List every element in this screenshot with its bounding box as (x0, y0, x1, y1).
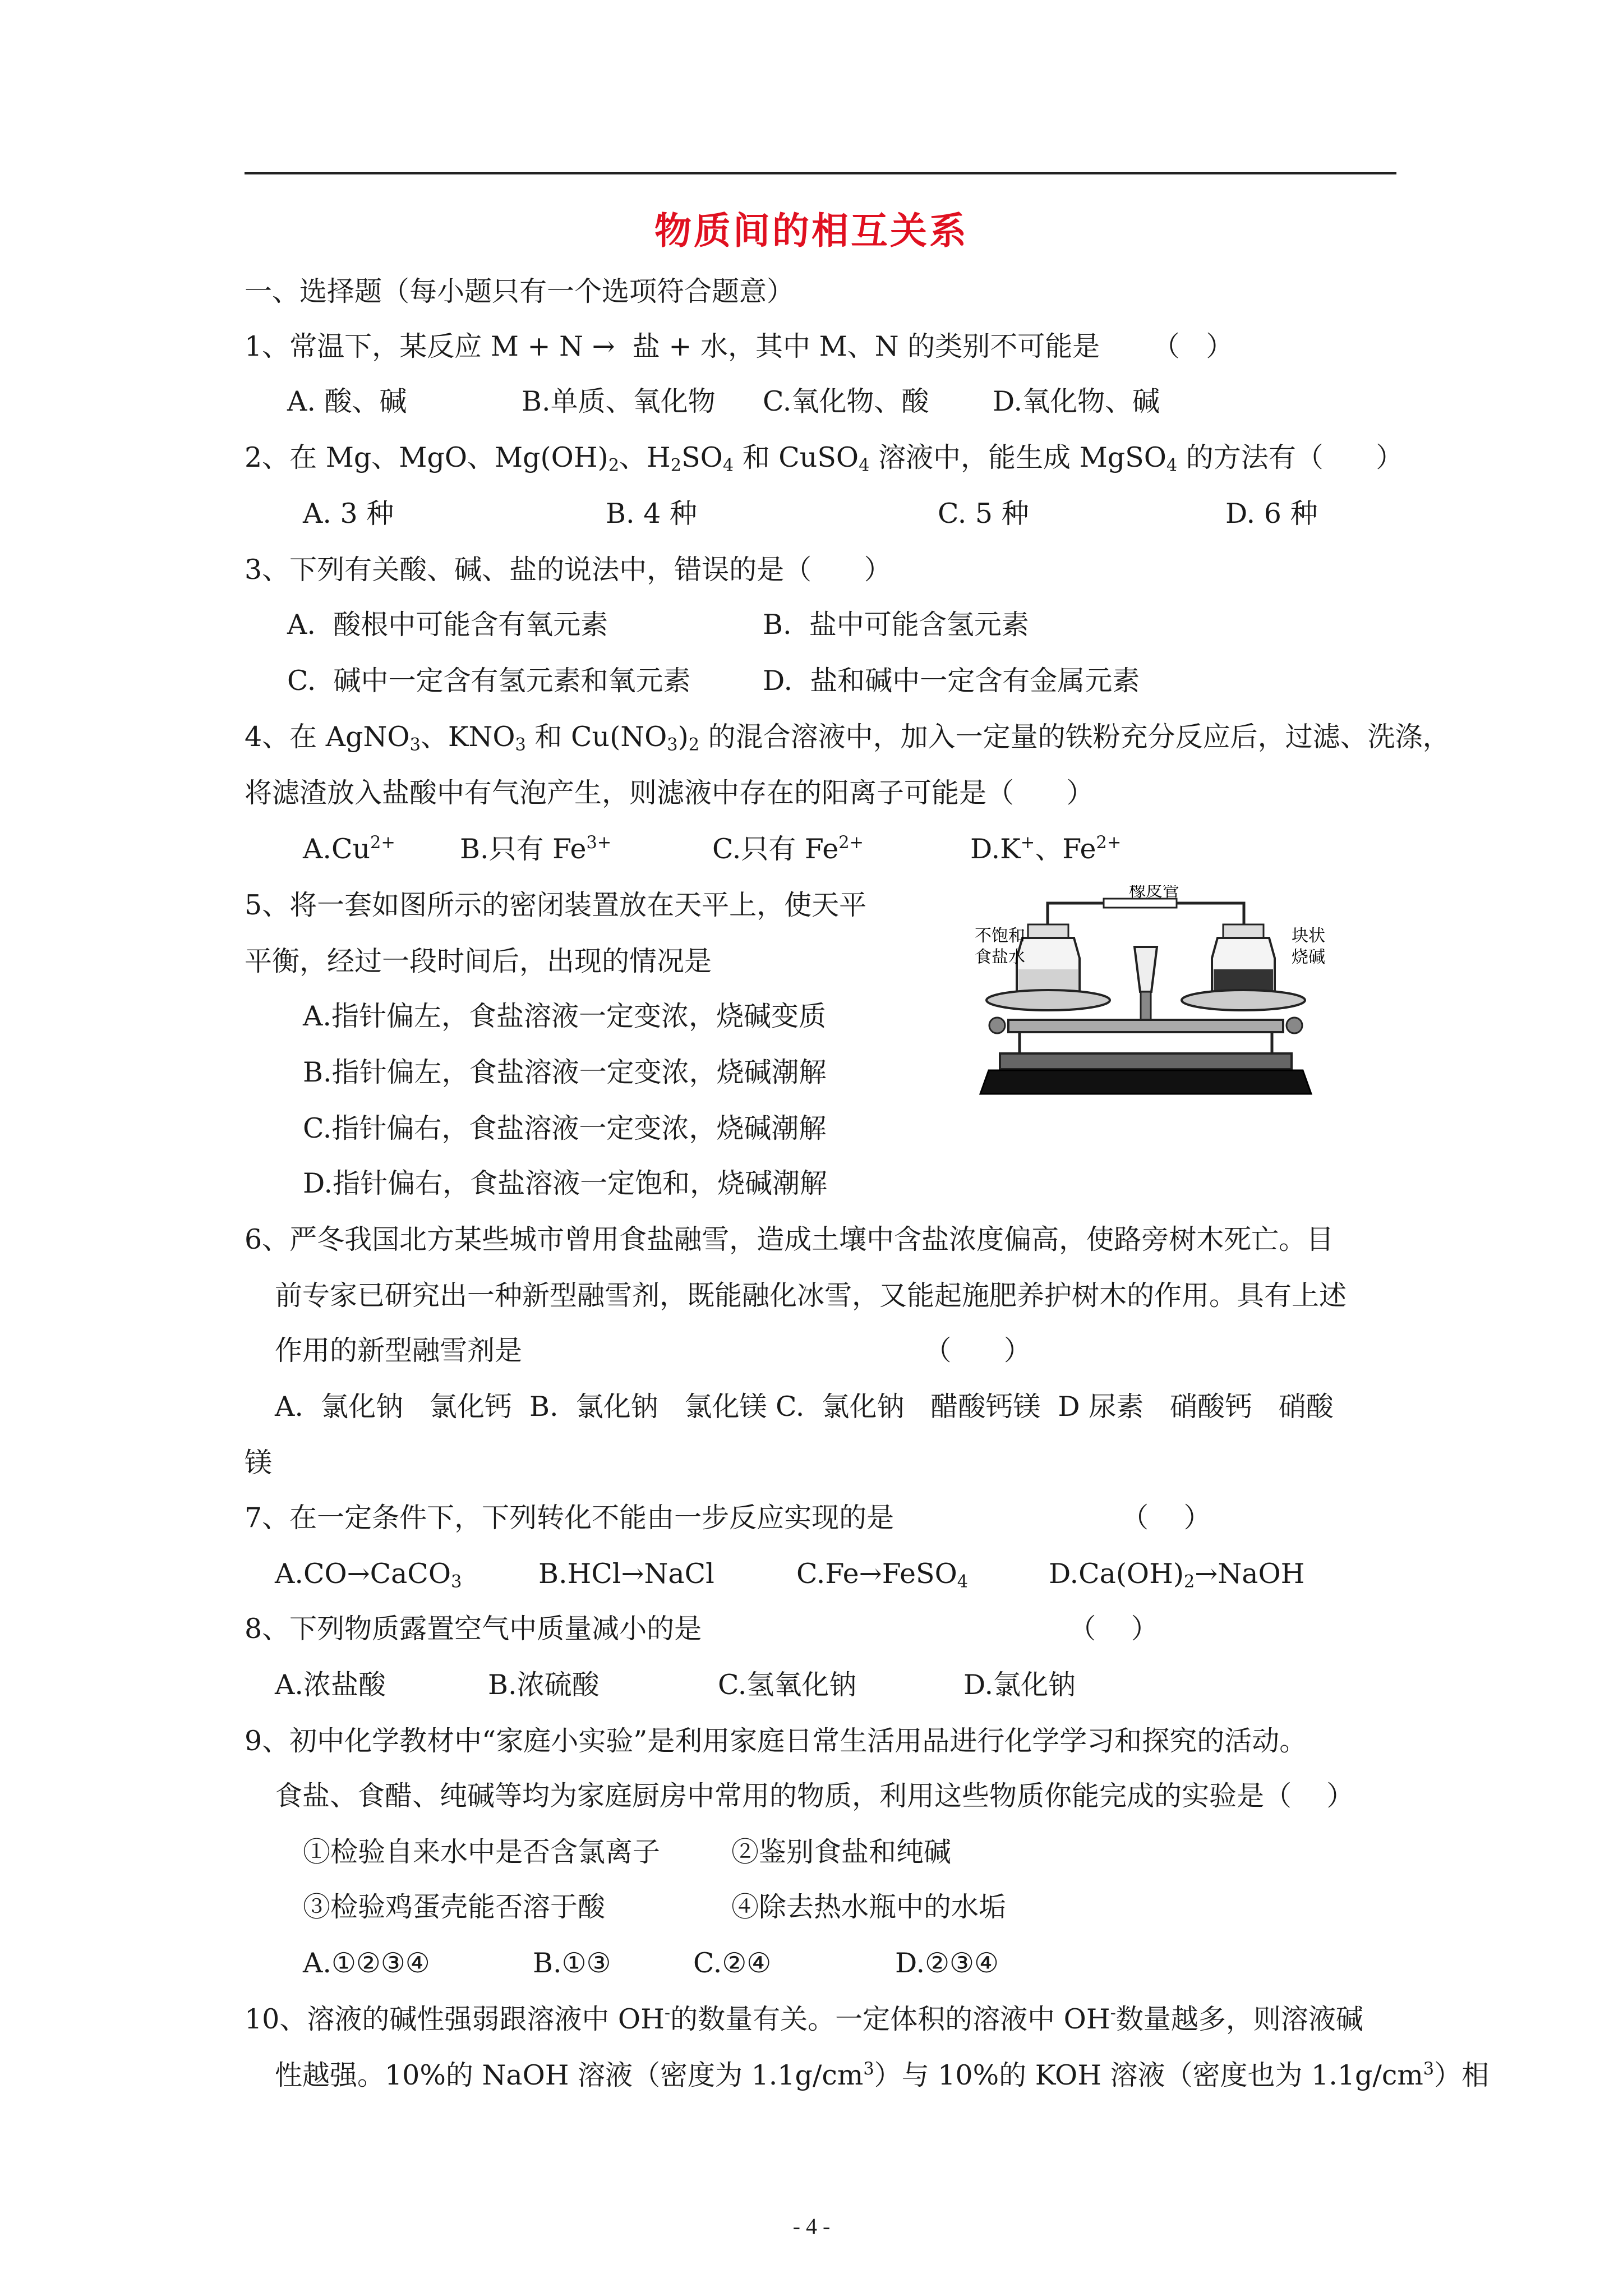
q10-line1: 10、溶液的碱性强弱跟溶液中 OH-的数量有关。一定体积的溶液中 OH-数量越多，则溶液碱 (245, 2003, 1363, 2035)
q6-line2: 前专家已研究出一种新型融雪剂，既能融化冰雪，又能起施肥养护树木的作用。具有上述 (275, 1280, 1347, 1312)
q2-option-a: A. 3 种 (303, 498, 394, 530)
q8-stem: 8、下列物质露置空气中质量减小的是 （ ） (245, 1613, 1159, 1645)
q2-option-d: D. 6 种 (1225, 498, 1318, 530)
balance-apparatus-figure (975, 885, 1350, 1099)
q7-option-c: C.Fe→FeSO$_4$ (796, 1558, 969, 1592)
q5-option-c: C.指针偏右，食盐溶液一定变浓，烧碱潮解 (303, 1112, 827, 1144)
q5-option-a: A.指针偏左，食盐溶液一定变浓，烧碱变质 (303, 1000, 826, 1032)
q4-option-d: D.K+、$Fe^{2+}$ (970, 832, 1122, 865)
q8-option-c: C.氢氧化钠 (718, 1669, 857, 1701)
section-heading: 一、选择题（每小题只有一个选项符合题意） (245, 275, 795, 307)
header-rule (245, 172, 1396, 174)
q1-option-d: D.氧化物、碱 (993, 385, 1160, 417)
q7-stem: 7、在一定条件下，下列转化不能由一步反应实现的是 （ ） (245, 1502, 1211, 1534)
fig-label-left-1: 不饱和 (975, 926, 1025, 946)
q5-stem-line2: 平衡，经过一段时间后，出现的情况是 (245, 945, 712, 977)
q1-stem: 1、常温下，某反应 M + N → 盐 + 水，其中 M、N 的类别不可能是 （ ） (245, 330, 1234, 362)
q7-option-d: $D.Ca(OH)_2\to NaOH$ (1049, 1558, 1305, 1592)
q9-item-2: ②鉴别食盐和纯碱 (731, 1836, 952, 1868)
balance-apparatus-drawing (975, 885, 1350, 1099)
q2-option-b: B. 4 种 (606, 498, 697, 530)
q6-line3: 作用的新型融雪剂是 （ ） (275, 1335, 1031, 1366)
page-number: - 4 - (792, 2214, 831, 2239)
q5-stem-line1: 5、将一套如图所示的密闭装置放在天平上，使天平 (245, 889, 867, 921)
q4-option-c: C.只有 $Fe^{2+}$ (712, 832, 864, 865)
q4-option-b: B.只有 $Fe^{3+}$ (460, 832, 612, 865)
q9-option-d: D.②③④ (895, 1947, 999, 1979)
q3-option-d: D. 盐和碱中一定含有金属元素 (763, 665, 1140, 697)
q3-option-a: A. 酸根中可能含有氧元素 (287, 609, 608, 641)
q3-option-b: B. 盐中可能含氢元素 (763, 609, 1029, 641)
q8-option-d: D.氯化钠 (963, 1669, 1076, 1701)
page-title: 物质间的相互关系 (654, 209, 969, 252)
q7-option-b: B.HCl→NaCl (538, 1558, 714, 1590)
q9-line1: 9、初中化学教材中“家庭小实验”是利用家庭日常生活用品进行化学学习和探究的活动。 (245, 1725, 1307, 1757)
q9-item-1: ①检验自来水中是否含氯离子 (303, 1836, 661, 1868)
fig-label-right-1: 块状 (1292, 926, 1325, 946)
fig-label-left-2: 食盐水 (975, 947, 1025, 967)
q2-stem: 2、在 Mg、MgO、$Mg(OH)_2$、$H_2SO_4$ 和 CuSO$_4$ 溶液中，能生成 MgSO$_4$ 的方法有（ ） (245, 441, 1404, 476)
q9-item-4: ④除去热水瓶中的水垢 (731, 1891, 1007, 1923)
q1-option-c: C.氧化物、酸 (763, 385, 929, 417)
q1-option-b: B.单质、氧化物 (522, 385, 716, 417)
q7-option-a: A.CO→CaCO$_3$ (275, 1558, 462, 1592)
q3-option-c: C. 碱中一定含有氢元素和氧元素 (287, 665, 691, 697)
q9-option-a: A.①②③④ (303, 1947, 430, 1979)
q9-option-b: B.①③ (533, 1947, 611, 1979)
fig-label-right-2: 烧碱 (1292, 947, 1325, 967)
q8-option-b: B.浓硫酸 (488, 1669, 600, 1701)
q1-option-a: A. 酸、碱 (287, 385, 407, 417)
q9-line2: 食盐、食醋、纯碱等均为家庭厨房中常用的物质，利用这些物质你能完成的实验是（ ） (275, 1780, 1354, 1812)
q6-options-wrap: 镁 (245, 1447, 273, 1479)
fig-label-tube: 橡皮管 (1129, 885, 1179, 901)
q6-line1: 6、严冬我国北方某些城市曾用食盐融雪，造成土壤中含盐浓度偏高，使路旁树木死亡。目 (245, 1223, 1334, 1255)
q5-option-b: B.指针偏左，食盐溶液一定变浓，烧碱潮解 (303, 1056, 827, 1088)
q4-option-a: $A.Cu^{2+}$ (303, 832, 395, 865)
q8-option-a: A.浓盐酸 (275, 1669, 386, 1701)
q5-option-d: D.指针偏右，食盐溶液一定饱和，烧碱潮解 (303, 1167, 828, 1199)
q4-stem: 4、在 AgNO$_3$、$KNO_3$ 和 $Cu(NO_3)_2$ 的混合溶液中，加入一定量的铁粉充分反应后，过滤、洗涤， (245, 721, 1450, 755)
q4-stem-line2: 将滤渣放入盐酸中有气泡产生，则滤液中存在的阳离子可能是（ ） (245, 777, 1094, 809)
q9-item-3: ③检验鸡蛋壳能否溶于酸 (303, 1891, 606, 1923)
q6-options: A. 氯化钠 氯化钙 B. 氯化钠 氯化镁 C. 氯化钠 醋酸钙镁 D 尿素 硝酸钙 硝酸 (275, 1391, 1334, 1423)
q2-option-c: C. 5 种 (938, 498, 1029, 530)
q3-stem: 3、下列有关酸、碱、盐的说法中，错误的是（ ） (245, 554, 892, 586)
q10-line2: 性越强。10%的 NaOH 溶液（密度为 $1.1g/cm^3$）与 10%的 KOH 溶液（密度也为 $1.1g/cm^3$）相 (275, 2059, 1490, 2091)
q9-option-c: C.②④ (693, 1947, 772, 1979)
